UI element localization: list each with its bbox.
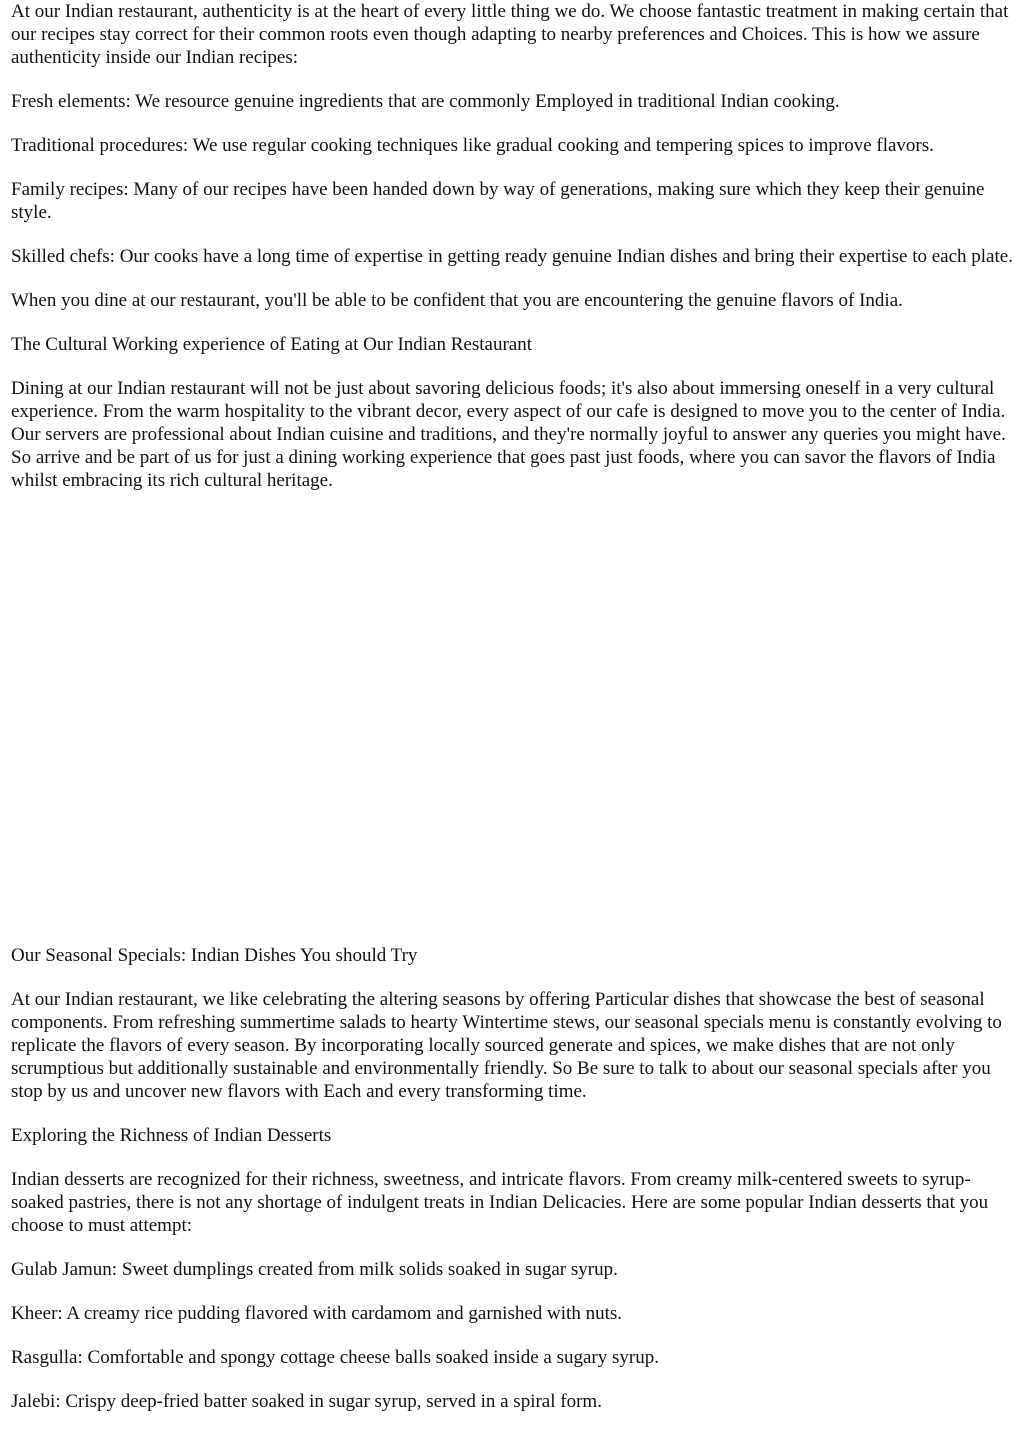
authenticity-point-fresh-ingredients: Fresh elements: We resource genuine ingredients that are commonly Employed in traditional Indian cooking.	[11, 91, 840, 112]
seasonal-specials-heading: Our Seasonal Specials: Indian Dishes You should Try	[11, 945, 418, 966]
cultural-experience-heading: The Cultural Working experience of Eating at Our Indian Restaurant	[11, 334, 532, 355]
seasonal-specials-paragraph: At our Indian restaurant, we like celebrating the altering seasons by offering Particular dishes that showcase the best of seasonal components. From refreshing summertime salads to hearty Wintertime stews, our seasonal specials menu is constantly evolving to replicate the flavors of every season. By incorporating locally sourced generate and spices, we make dishes that are not only scrumptious but additionally sustainable and environmentally friendly. So Be sure to talk to about our seasonal specials after you stop by us and uncover new flavors with Each and every transforming time.	[11, 989, 1002, 1102]
document-page	[11, 0, 1017, 1434]
authenticity-point-family-recipes: Family recipes: Many of our recipes have been handed down by way of generations, making sure which they keep their genuine style.	[11, 179, 985, 223]
dessert-item-gulab-jamun: Gulab Jamun: Sweet dumplings created from milk solids soaked in sugar syrup.	[11, 1259, 618, 1280]
dessert-item-kheer: Kheer: A creamy rice pudding flavored with cardamom and garnished with nuts.	[11, 1303, 622, 1324]
desserts-heading: Exploring the Richness of Indian Desserts	[11, 1125, 332, 1146]
authenticity-point-skilled-chefs: Skilled chefs: Our cooks have a long time of expertise in getting ready genuine Indian dishes and bring their expertise to each plate.	[11, 246, 1013, 267]
authenticity-closing-paragraph: When you dine at our restaurant, you'll be able to be confident that you are encountering the genuine flavors of India.	[11, 290, 903, 311]
authenticity-intro-paragraph: At our Indian restaurant, authenticity is at the heart of every little thing we do. We choose fantastic treatment in making certain that our recipes stay correct for their common roots even though adapting to nearby preferences and Choices. This is how we assure authenticity inside our Indian recipes:	[11, 1, 1009, 68]
cultural-experience-paragraph: Dining at our Indian restaurant will not be just about savoring delicious foods; it's also about immersing oneself in a very cultural experience. From the warm hospitality to the vibrant decor, every aspect of our cafe is designed to move you to the center of India. Our servers are professional about Indian cuisine and traditions, and they're normally joyful to answer any queries you might have. So arrive and be part of us for just a dining working experience that goes past just foods, where you can savor the flavors of India whilst embracing its rich cultural heritage.	[11, 378, 1006, 491]
dessert-item-jalebi: Jalebi: Crispy deep-fried batter soaked in sugar syrup, served in a spiral form.	[11, 1391, 602, 1412]
dessert-item-rasgulla: Rasgulla: Comfortable and spongy cottage cheese balls soaked inside a sugary syrup.	[11, 1347, 659, 1368]
blank-space	[11, 513, 1017, 944]
desserts-intro-paragraph: Indian desserts are recognized for their richness, sweetness, and intricate flavors. From creamy milk-centered sweets to syrup-soaked pastries, there is not any shortage of indulgent treats in Indian Delicacies. Here are some popular Indian desserts that you choose to must attempt:	[11, 1169, 989, 1236]
authenticity-point-traditional-procedures: Traditional procedures: We use regular cooking techniques like gradual cooking and tempering spices to improve flavors.	[11, 135, 934, 156]
